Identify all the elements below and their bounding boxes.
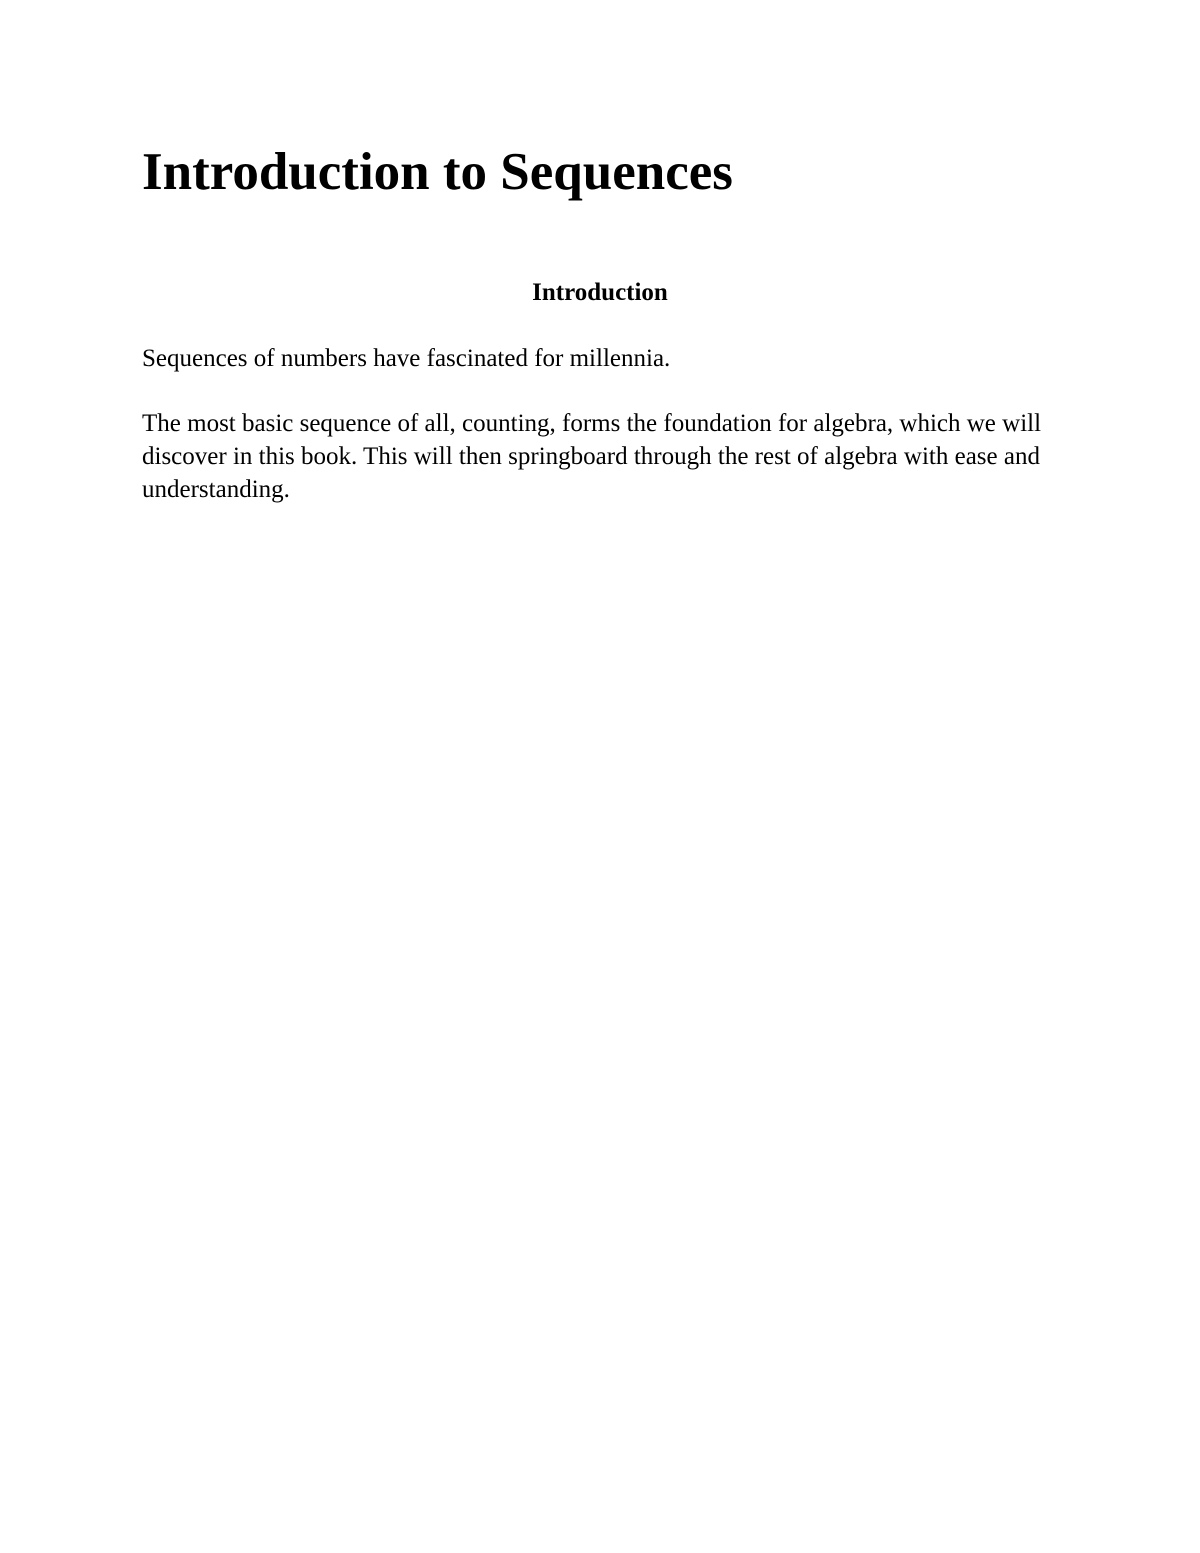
paragraph-1: Sequences of numbers have fascinated for millennia. <box>142 345 671 372</box>
section-heading: Introduction <box>532 279 668 306</box>
page-title: Introduction to Sequences <box>142 143 733 201</box>
paragraph-2: The most basic sequence of all, counting, forms the foundation for algebra, which we will discover in this book. This will then springboard through the rest of algebra with ease and understanding. <box>142 410 1042 503</box>
